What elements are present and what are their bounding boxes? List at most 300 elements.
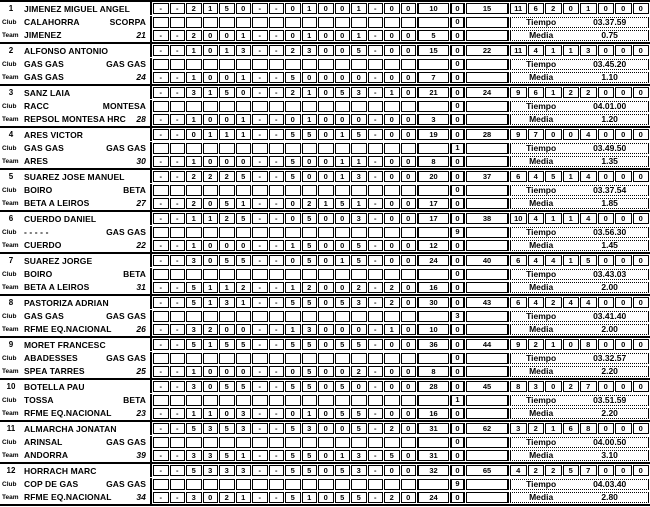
score-cell: 2: [384, 297, 400, 308]
rider-block: [0, 380, 650, 422]
score-cell: 0: [203, 240, 219, 251]
time-penalty: 0: [450, 437, 465, 448]
empty-score-cell: [153, 479, 169, 490]
lap1-total: 20: [417, 171, 449, 182]
score-cell: 8: [580, 339, 597, 350]
rank-number: 2: [8, 46, 14, 56]
club-name: ARINSAL: [24, 437, 63, 447]
score-counts: [510, 171, 649, 182]
team-label: Team: [2, 115, 19, 123]
tiempo-cell: [510, 269, 649, 280]
empty-score-cell: [170, 479, 186, 490]
tiempo-value: 03.51.59: [593, 395, 627, 405]
score-cell: -: [252, 339, 268, 350]
score-cell: 4: [580, 129, 597, 140]
empty-score-cell: [153, 185, 169, 196]
score-cell: 2: [384, 282, 400, 293]
tiempo-cell: [510, 353, 649, 364]
empty-score-cell: [170, 311, 186, 322]
score-cell: -: [170, 213, 186, 224]
score-cell: 4: [528, 213, 545, 224]
score-cell: 0: [318, 156, 334, 167]
score-cell: 0: [318, 87, 334, 98]
score-cell: -: [252, 156, 268, 167]
score-cell: -: [170, 339, 186, 350]
empty-score-cell: [219, 17, 235, 28]
score-cell: 2: [285, 45, 301, 56]
score-cell: 2: [219, 213, 235, 224]
score-cell: 0: [285, 366, 301, 377]
final-total: 43: [466, 297, 509, 308]
empty-score-cell: [153, 101, 169, 112]
lap1-penalty: 0: [450, 297, 465, 308]
empty-score-cell: [302, 311, 318, 322]
media-label: Media: [529, 324, 554, 335]
score-cell: 0: [384, 198, 400, 209]
score-cell: 0: [318, 492, 334, 503]
score-cell: 0: [598, 87, 615, 98]
score-cell: 0: [318, 213, 334, 224]
team-name: RFME EQ.NACIONAL: [24, 324, 112, 335]
club-cell: [22, 268, 152, 281]
score-cell: -: [269, 87, 285, 98]
club-label: Club: [2, 270, 17, 278]
final-total: 37: [466, 171, 509, 182]
media-value: 1.35: [601, 156, 618, 167]
score-cell: 1: [335, 450, 351, 461]
score-cell: 0: [615, 45, 632, 56]
score-cell: -: [269, 240, 285, 251]
score-cell: 5: [302, 366, 318, 377]
tiempo-label: Tiempo: [526, 353, 557, 363]
empty-score-cell: [318, 311, 334, 322]
score-cell: 5: [351, 339, 367, 350]
empty-score-cell: [302, 395, 318, 406]
score-cell: -: [153, 465, 169, 476]
empty-score-cell: [401, 17, 417, 28]
rank-number: 8: [8, 298, 14, 308]
score-cell: 0: [318, 72, 334, 83]
score-cell: 1: [203, 297, 219, 308]
score-cell: 0: [615, 297, 632, 308]
rider-number: 34: [136, 492, 146, 503]
empty-final: [466, 492, 509, 503]
lap2-scores: [153, 198, 416, 209]
empty-final: [466, 269, 509, 280]
score-cell: -: [153, 30, 169, 41]
score-cell: 4: [580, 171, 597, 182]
empty-score-cell: [401, 143, 417, 154]
lap1-row: [0, 44, 650, 57]
score-cell: 3: [351, 450, 367, 461]
score-cell: 1: [335, 171, 351, 182]
score-cell: 0: [401, 339, 417, 350]
score-cell: 0: [318, 240, 334, 251]
score-cell: -: [170, 198, 186, 209]
score-counts: [510, 423, 649, 434]
lap2-penalty: 0: [450, 114, 465, 125]
score-cell: 3: [351, 465, 367, 476]
score-cell: -: [368, 465, 384, 476]
time-penalty: 0: [450, 59, 465, 70]
score-cell: -: [170, 408, 186, 419]
score-cell: 7: [580, 381, 597, 392]
score-cell: 5: [285, 450, 301, 461]
empty-score-cell: [384, 227, 400, 238]
score-cell: 0: [401, 213, 417, 224]
rank-number: 4: [8, 130, 14, 140]
empty-score-cell: [236, 185, 252, 196]
lap1-penalty: 0: [450, 255, 465, 266]
rider-name: PASTORIZA ADRIAN: [24, 297, 109, 308]
empty-score-cell: [269, 437, 285, 448]
score-cell: -: [153, 366, 169, 377]
media-cell: [510, 30, 649, 41]
bike-brand: GAS GAS: [106, 437, 146, 447]
score-cell: 0: [615, 87, 632, 98]
score-cell: 0: [598, 3, 615, 14]
score-cell: 5: [302, 255, 318, 266]
lap1-row: [0, 2, 650, 15]
team-row: [0, 29, 650, 42]
rider-name-cell: [22, 212, 152, 225]
score-cell: 0: [384, 213, 400, 224]
empty-score-cell: [401, 437, 417, 448]
empty-score-cell: [153, 269, 169, 280]
score-cell: 0: [219, 324, 235, 335]
media-cell: [510, 240, 649, 251]
club-name: ABADESSES: [24, 353, 78, 363]
score-cell: 0: [285, 114, 301, 125]
score-cell: 0: [285, 255, 301, 266]
rank-number: 10: [6, 382, 16, 392]
lap1-row: [0, 338, 650, 351]
empty-score-cell: [318, 353, 334, 364]
score-cell: 0: [598, 339, 615, 350]
score-cell: -: [269, 45, 285, 56]
club-cell: [22, 58, 152, 71]
score-cell: 0: [384, 3, 400, 14]
score-cell: -: [252, 492, 268, 503]
score-cell: 0: [598, 45, 615, 56]
score-cell: 0: [598, 213, 615, 224]
tiempo-cell: [510, 311, 649, 322]
score-cell: 5: [219, 423, 235, 434]
team-name: ARES: [24, 156, 49, 167]
score-cell: 0: [384, 240, 400, 251]
score-cell: -: [153, 213, 169, 224]
empty-score-cell: [236, 311, 252, 322]
rank-number: 12: [6, 466, 16, 476]
team-row: [0, 323, 650, 336]
score-cell: 5: [351, 423, 367, 434]
tiempo-label: Tiempo: [526, 17, 557, 27]
lap2-scores: [153, 156, 416, 167]
score-cell: 5: [335, 381, 351, 392]
club-cell: [22, 184, 152, 197]
score-cell: 5: [219, 339, 235, 350]
score-cell: 2: [563, 87, 580, 98]
empty-score-cell: [236, 17, 252, 28]
score-cell: 0: [598, 423, 615, 434]
score-cell: 3: [203, 465, 219, 476]
score-cell: -: [252, 297, 268, 308]
score-cell: -: [153, 72, 169, 83]
lap2-total: 7: [417, 72, 449, 83]
score-cell: 2: [580, 87, 597, 98]
score-cell: 0: [219, 114, 235, 125]
score-cell: 1: [545, 87, 562, 98]
score-cell: 7: [580, 465, 597, 476]
empty-score-cell: [302, 227, 318, 238]
score-cell: -: [368, 72, 384, 83]
score-cell: 0: [285, 213, 301, 224]
lap1-scores: [153, 3, 416, 14]
empty-score-cell: [368, 101, 384, 112]
empty-score-cell: [351, 269, 367, 280]
score-cell: 2: [545, 3, 562, 14]
rider-number: 31: [136, 282, 146, 293]
empty-score-cell: [269, 269, 285, 280]
tiempo-value: 04.03.40: [593, 479, 627, 489]
empty-score-cell: [351, 437, 367, 448]
score-cell: -: [368, 423, 384, 434]
empty-final: [466, 282, 509, 293]
empty-final: [466, 437, 509, 448]
score-cell: 0: [318, 297, 334, 308]
score-cell: 5: [285, 171, 301, 182]
score-cell: -: [252, 408, 268, 419]
empty-score-cell: [351, 59, 367, 70]
team-label: Team: [2, 451, 19, 459]
empty-score-cell: [252, 311, 268, 322]
media-value: 1.20: [601, 114, 618, 125]
empty-score-cell: [384, 185, 400, 196]
lap2-scores: [153, 324, 416, 335]
score-cell: 5: [186, 297, 202, 308]
empty-score-cell: [368, 143, 384, 154]
empty-score-cell: [219, 101, 235, 112]
team-name: BETA A LEIROS: [24, 198, 90, 209]
final-total: 62: [466, 423, 509, 434]
lap1-scores: [153, 129, 416, 140]
media-value: 1.10: [601, 72, 618, 83]
score-cell: 0: [545, 129, 562, 140]
media-label: Media: [529, 408, 554, 419]
score-cell: -: [252, 255, 268, 266]
score-cell: 5: [335, 408, 351, 419]
score-cell: 5: [351, 408, 367, 419]
score-cell: 0: [236, 240, 252, 251]
score-cell: 2: [384, 492, 400, 503]
score-cell: 4: [528, 45, 545, 56]
score-cell: 0: [598, 255, 615, 266]
score-cell: 0: [236, 3, 252, 14]
empty-score-cell: [236, 395, 252, 406]
tiempo-label: Tiempo: [526, 185, 557, 195]
score-cell: 0: [384, 45, 400, 56]
rider-block: [0, 422, 650, 464]
rider-block: [0, 338, 650, 380]
rider-number: 39: [136, 450, 146, 461]
score-cell: 0: [318, 3, 334, 14]
team-row: [0, 71, 650, 84]
score-cell: 0: [401, 255, 417, 266]
score-cell: 1: [302, 87, 318, 98]
bike-brand: BETA: [123, 395, 146, 405]
score-cell: 1: [563, 255, 580, 266]
empty-score-cell: [153, 227, 169, 238]
score-cell: -: [170, 45, 186, 56]
empty-score-cell: [351, 17, 367, 28]
empty-score-cell: [219, 311, 235, 322]
score-cell: 1: [186, 114, 202, 125]
score-cell: 1: [236, 198, 252, 209]
bike-brand: SCORPA: [109, 17, 146, 27]
score-cell: 0: [633, 171, 650, 182]
score-cell: 9: [510, 339, 527, 350]
score-cell: 1: [302, 492, 318, 503]
lap1-total: 31: [417, 423, 449, 434]
score-cell: 5: [335, 87, 351, 98]
score-cell: -: [252, 240, 268, 251]
empty-score-cell: [335, 17, 351, 28]
empty-score-cell: [335, 269, 351, 280]
score-cell: 1: [545, 423, 562, 434]
score-cell: 1: [351, 30, 367, 41]
score-cell: 5: [285, 339, 301, 350]
lap2-penalty: 0: [450, 240, 465, 251]
media-value: 2.20: [601, 366, 618, 377]
time-penalty: 0: [450, 353, 465, 364]
score-cell: 2: [186, 171, 202, 182]
score-cell: -: [252, 3, 268, 14]
empty-score-cell: [153, 311, 169, 322]
score-cell: -: [153, 408, 169, 419]
empty-score-cell: [170, 395, 186, 406]
lap2-penalty: 0: [450, 324, 465, 335]
score-cell: 5: [351, 45, 367, 56]
tiempo-cell: [510, 395, 649, 406]
empty-score-cell: [153, 437, 169, 448]
media-value: 2.00: [601, 324, 618, 335]
score-cell: 0: [598, 171, 615, 182]
score-cell: 0: [318, 45, 334, 56]
score-cell: -: [252, 114, 268, 125]
club-name: GAS GAS: [24, 311, 64, 321]
score-cell: 0: [203, 381, 219, 392]
empty-score-cell: [186, 101, 202, 112]
rider-name: SUAREZ JOSE MANUEL: [24, 171, 125, 182]
empty-score-cell: [153, 353, 169, 364]
rank-number: 7: [8, 256, 14, 266]
score-cell: 6: [563, 423, 580, 434]
empty-score-cell: [285, 311, 301, 322]
score-cell: 3: [236, 465, 252, 476]
score-cell: 1: [335, 156, 351, 167]
empty-score-cell: [219, 353, 235, 364]
score-cell: 0: [318, 30, 334, 41]
empty-score-cell: [285, 395, 301, 406]
empty-score-cell: [252, 395, 268, 406]
score-cell: 0: [219, 72, 235, 83]
empty-score-cell: [252, 185, 268, 196]
score-cell: 1: [236, 114, 252, 125]
score-cell: 3: [510, 423, 527, 434]
empty-score-cell: [302, 479, 318, 490]
lap2-total: 16: [417, 408, 449, 419]
score-cell: 5: [285, 129, 301, 140]
empty-score-cell: [219, 269, 235, 280]
lap2-penalty: 0: [450, 72, 465, 83]
score-cell: 1: [186, 213, 202, 224]
score-cell: 0: [384, 171, 400, 182]
score-cell: 1: [302, 3, 318, 14]
empty-score-cell: [384, 353, 400, 364]
empty-score-cell: [236, 437, 252, 448]
empty-total: [417, 185, 449, 196]
media-label: Media: [529, 492, 554, 503]
empty-score-cell: [351, 227, 367, 238]
score-cell: 0: [615, 339, 632, 350]
empty-score-cell: [186, 227, 202, 238]
empty-score-cell: [368, 59, 384, 70]
score-cell: 1: [545, 45, 562, 56]
empty-score-cell: [252, 59, 268, 70]
rider-name-cell: [22, 44, 152, 57]
empty-score-cell: [368, 353, 384, 364]
score-cell: 0: [335, 114, 351, 125]
club-cell: [22, 142, 152, 155]
rider-name-cell: [22, 422, 152, 435]
score-cell: 1: [351, 3, 367, 14]
score-cell: 5: [236, 213, 252, 224]
empty-score-cell: [285, 437, 301, 448]
media-cell: [510, 198, 649, 209]
team-label: Team: [2, 409, 19, 417]
score-cell: 0: [633, 87, 650, 98]
media-cell: [510, 450, 649, 461]
score-cell: 5: [236, 381, 252, 392]
empty-final: [466, 227, 509, 238]
score-cell: 5: [285, 465, 301, 476]
score-cell: 11: [510, 3, 527, 14]
media-cell: [510, 324, 649, 335]
score-cell: -: [368, 87, 384, 98]
empty-score-cell: [203, 353, 219, 364]
lap2-penalty: 0: [450, 492, 465, 503]
empty-score-cell: [351, 479, 367, 490]
score-cell: 0: [302, 72, 318, 83]
score-cell: 2: [528, 423, 545, 434]
score-cell: 1: [302, 30, 318, 41]
score-cell: 0: [186, 129, 202, 140]
empty-score-cell: [219, 185, 235, 196]
empty-score-cell: [153, 17, 169, 28]
empty-total: [417, 437, 449, 448]
score-cell: 6: [510, 255, 527, 266]
empty-score-cell: [318, 395, 334, 406]
score-cell: 1: [203, 129, 219, 140]
score-cell: -: [368, 339, 384, 350]
score-cell: 1: [186, 408, 202, 419]
lap1-total: 21: [417, 87, 449, 98]
empty-score-cell: [269, 17, 285, 28]
score-cell: 0: [335, 30, 351, 41]
score-cell: 5: [186, 465, 202, 476]
club-row: [0, 394, 650, 407]
score-cell: 1: [318, 198, 334, 209]
